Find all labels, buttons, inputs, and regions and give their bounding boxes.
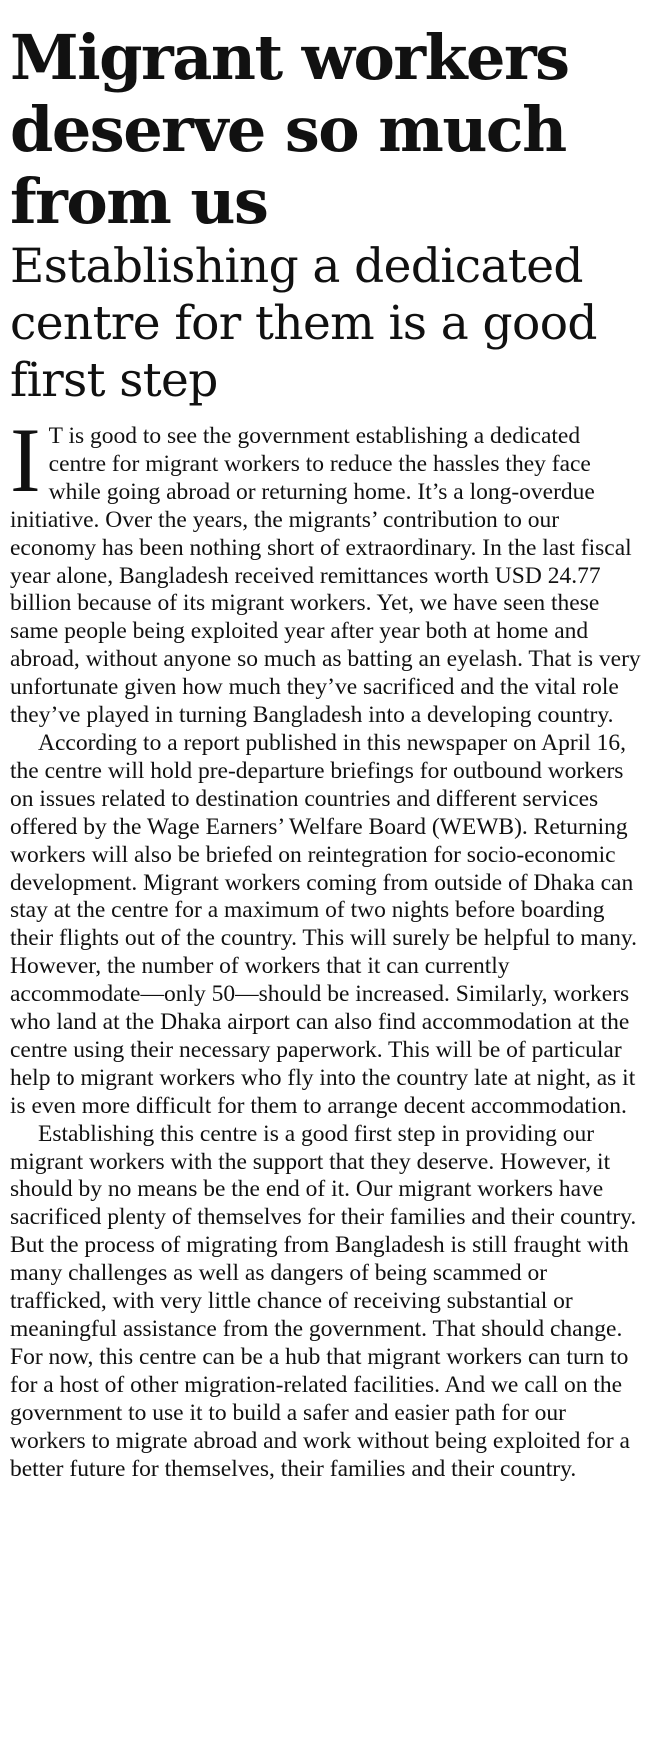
paragraph-1-text: T is good to see the government establishing a dedicated centre for migrant workers to reduce the hassles they face while going abroad or returning home. It’s a long-overdue initiative. Over the years, the migrants’ contribution to our economy has been nothing short of extraordinary. In the last fiscal year alone, Bangladesh received remittances worth USD 24.77 billion because of its migrant workers. Yet, we have seen these same people being exploited year after year both at home and abroad, without anyone so much as batting an eyelash. That is very unfortunate given how much they’ve sacrificed and the vital role they’ve played in turning Bangladesh into a developing country.: [10, 423, 641, 729]
headline: Migrant workers deserve so much from us: [10, 21, 569, 238]
paragraph-2: According to a report published in this newspaper on April 16, the centre will hold pre-departure briefings for outbound workers on issues related to destination countries and different services offered by the Wage Earners’ Welfare Board (WEWB). Returning workers will also be briefed on reintegration for socio-economic development. Migrant workers coming from outside of Dhaka can stay at the centre for a maximum of two nights before boarding their flights out of the country. This will surely be helpful to many. However, the number of workers that it can currently accommodate—only 50—should be increased. Similarly, workers who land at the Dhaka airport can also find accommodation at the centre using their necessary paperwork. This will be of particular help to migrant workers who fly into the country late at night, as it is even more difficult for them to arrange decent accommodation.: [10, 729, 637, 1119]
drop-cap: I: [10, 409, 41, 511]
article-body: [10, 409, 641, 1483]
paragraph-1: [10, 409, 641, 730]
paragraph-3: Establishing this centre is a good first step in providing our migrant workers with the support that they deserve. However, it should by no means be the end of it. Our migrant workers have sacrificed plenty of themselves for their families and their country. But the process of migrating from Bangladesh is still fraught with many challenges as well as dangers of being scammed or trafficked, with very little chance of receiving substantial or meaningful assistance from the government. That should change. For now, this centre can be a hub that migrant workers can turn to for a host of other migration-related facilities. And we call on the government to use it to build a safer and easier path for our workers to migrate abroad and work without being exploited for a better future for themselves, their families and their country.: [10, 1120, 637, 1482]
subheadline: Establishing a dedicated centre for them is a good first step: [10, 239, 597, 408]
